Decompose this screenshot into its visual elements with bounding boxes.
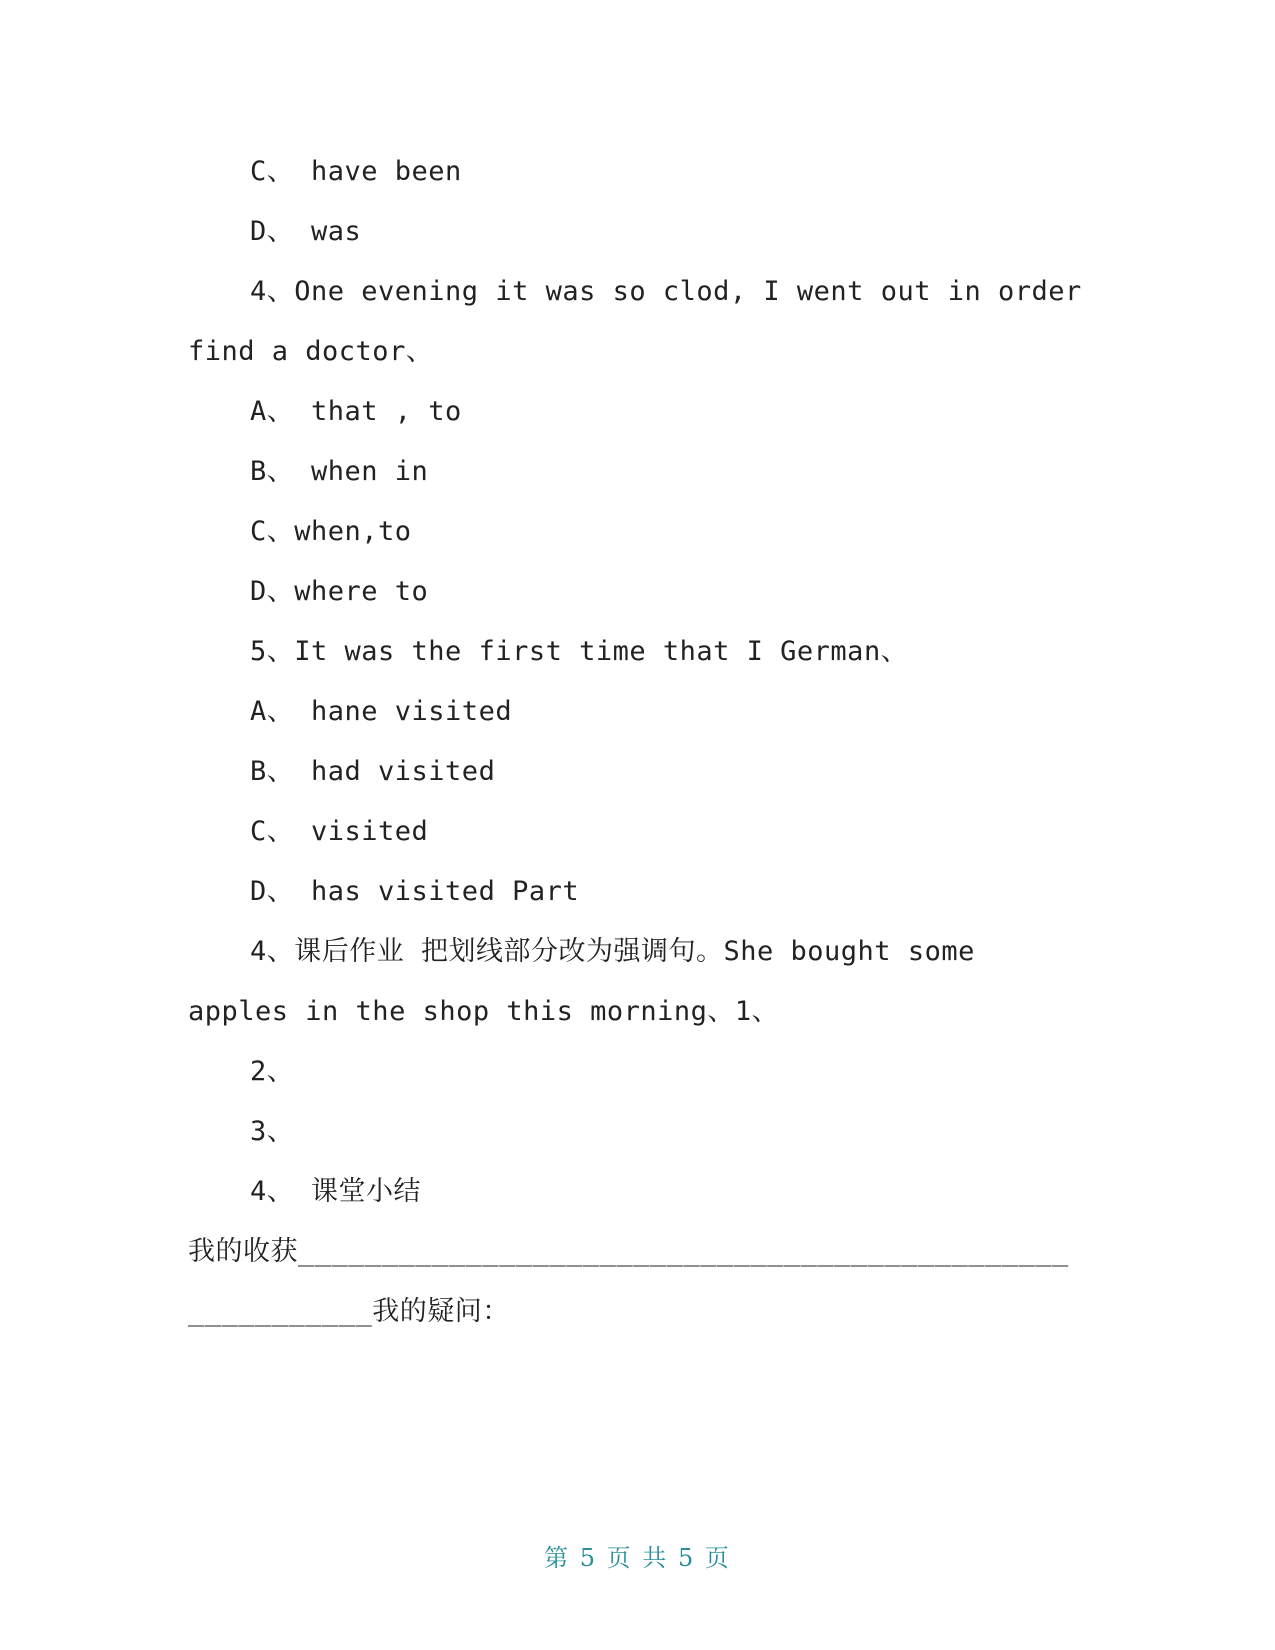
homework-line-2: apples in the shop this morning、1、 xyxy=(188,996,780,1027)
questions-line: ___________我的疑问： xyxy=(188,1296,510,1327)
question-5: 5、It was the first time that I German、 xyxy=(250,636,909,667)
answer-3: 3、 xyxy=(250,1116,295,1147)
gains-line: 我的收获______________________________________________ xyxy=(188,1236,1069,1267)
homework-line-1: 4、课后作业 把划线部分改为强调句。She bought some xyxy=(250,936,975,967)
option-d-was: D、 was xyxy=(250,216,362,247)
question-4-line-1: 4、One evening it was so clod, I went out in order xyxy=(250,276,1082,307)
option-c-visited: C、 visited xyxy=(250,816,429,847)
summary-heading: 4、 课堂小结 xyxy=(250,1176,422,1207)
option-c-have-been: C、 have been xyxy=(250,156,462,187)
option-b-had-visited: B、 had visited xyxy=(250,756,496,787)
answer-2: 2、 xyxy=(250,1056,295,1087)
option-a-hane-visited: A、 hane visited xyxy=(250,696,513,727)
option-c-when-to: C、when,to xyxy=(250,516,412,547)
page-footer: 第 5 页 共 5 页 xyxy=(544,1544,731,1572)
option-b-when-in: B、 when in xyxy=(250,456,429,487)
option-d-where-to: D、where to xyxy=(250,576,429,607)
option-a-that-to: A、 that , to xyxy=(250,396,462,427)
question-4-line-2: find a doctor、 xyxy=(188,336,434,367)
option-d-has-visited: D、 has visited Part xyxy=(250,876,580,907)
